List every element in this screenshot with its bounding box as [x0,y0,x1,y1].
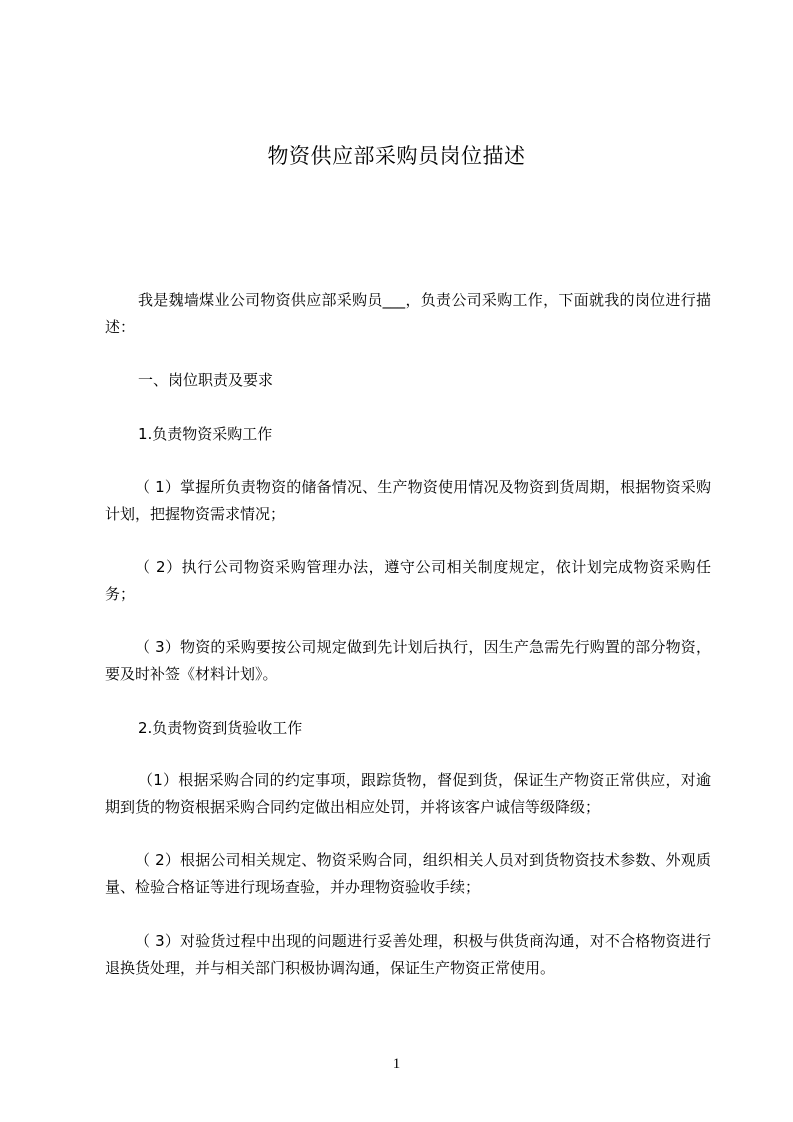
list-item: （ 1）掌握所负责物资的储备情况、生产物资使用情况及物资到货周期，根据物资采购计划，把握物资需求情况； [105,478,711,523]
list-item: （ 2）根据公司相关规定、物资采购合同，组织相关人员对到货物资技术参数、外观质量、检验合格证等进行现场查验，并办理物资验收手续； [105,851,711,896]
list-item: （ 3）物资的采购要按公司规定做到先计划后执行，因生产急需先行购置的部分物资，要及时补签《材料计划》。 [105,638,711,683]
document-title: 物资供应部采购员岗位描述 [267,144,526,168]
subsection-heading-acceptance: 2.负责物资到货验收工作 [138,719,303,737]
list-item: （1）根据采购合同的约定事项，跟踪货物，督促到货，保证生产物资正常供应，对逾期到货的物资根据采购合同约定做出相应处罚，并将该客户诚信等级降级； [105,771,711,816]
section-heading-duties: 一、岗位职责及要求 [138,371,274,389]
subsection-heading-procurement: 1.负责物资采购工作 [138,425,273,443]
list-item: （ 3）对验货过程中出现的问题进行妥善处理，积极与供货商沟通，对不合格物资进行退换货处理，并与相关部门积极协调沟通，保证生产物资正常使用。 [105,932,711,977]
list-item: （ 2）执行公司物资采购管理办法，遵守公司相关制度规定，依计划完成物资采购任务； [105,558,711,603]
page-number: 1 [392,1056,401,1072]
intro-paragraph: 我是魏墙煤业公司物资供应部采购员___，负责公司采购工作，下面就我的岗位进行描述： [105,291,711,336]
